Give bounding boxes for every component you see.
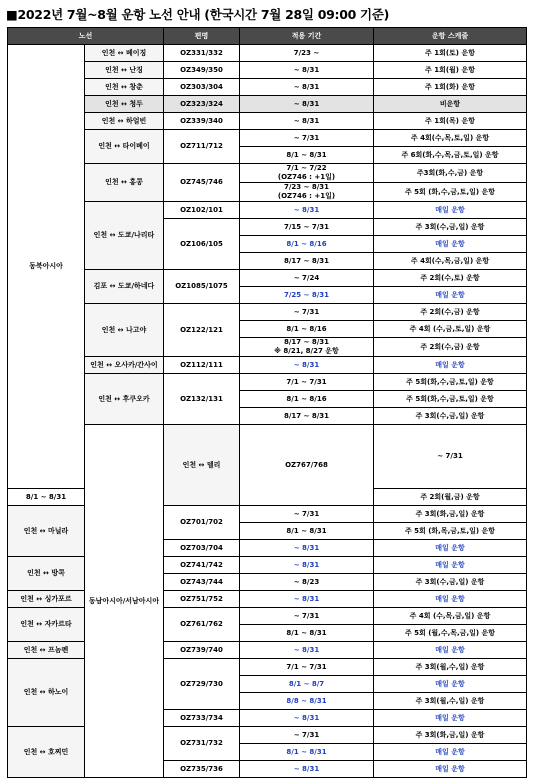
schedule: 주 4회(수,목,토,일) 운항 bbox=[374, 130, 527, 147]
period: 8/17 ~ 8/31 bbox=[240, 408, 374, 425]
schedule: 주 5회 (화,목,금,토,일) 운항 bbox=[374, 523, 527, 540]
period: ~ 7/31 bbox=[240, 304, 374, 321]
schedule: 주 5회 (월,수,목,금,일) 운항 bbox=[374, 625, 527, 642]
schedule: 매일 운항 bbox=[374, 287, 527, 304]
schedule: 매일 운항 bbox=[374, 761, 527, 778]
route-name: 인천 ↔ 타이베이 bbox=[85, 130, 164, 164]
period: ~ 8/31 bbox=[240, 591, 374, 608]
table-row bbox=[8, 374, 527, 391]
schedule: 매일 운항 bbox=[374, 557, 527, 574]
period: ~ 8/31 bbox=[240, 357, 374, 374]
route-name: 인천 ↔ 베이징 bbox=[85, 45, 164, 62]
schedule: 매일 운항 bbox=[374, 236, 527, 253]
route-name: 인천 ↔ 싱가포르 bbox=[8, 591, 85, 608]
period-note: ※ 8/21, 8/27 운항 bbox=[274, 347, 339, 355]
flight-number: OZ739/740 bbox=[164, 642, 240, 659]
flight-number: OZ303/304 bbox=[164, 79, 240, 96]
flight-number: OZ106/105 bbox=[164, 219, 240, 270]
flight-number: OZ731/732 bbox=[164, 727, 240, 761]
table-row bbox=[8, 304, 527, 321]
route-name: 인천 ↔ 도쿄/나리타 bbox=[85, 202, 164, 270]
schedule: 매일 운항 bbox=[374, 357, 527, 374]
flight-number: OZ735/736 bbox=[164, 761, 240, 778]
region-label: 동북아시아 bbox=[8, 45, 85, 489]
schedule: 주 3회(수,금,일) 운항 bbox=[374, 408, 527, 425]
table-row bbox=[8, 357, 527, 374]
period bbox=[240, 338, 374, 357]
period: ~ 7/24 bbox=[240, 270, 374, 287]
flight-number: OZ743/744 bbox=[164, 574, 240, 591]
schedule: 매일 운항 bbox=[374, 642, 527, 659]
flight-number: OZ112/111 bbox=[164, 357, 240, 374]
route-name: 인천 ↔ 델리 bbox=[164, 425, 240, 506]
period-note: (OZ746 : +1일) bbox=[277, 192, 336, 200]
period: ~ 7/31 bbox=[240, 727, 374, 744]
schedule: 주 6회(화,수,목,금,토,일) 운항 bbox=[374, 147, 527, 164]
schedule: 매일 운항 bbox=[374, 744, 527, 761]
region-label: 동남아시아/서남아시아 bbox=[85, 425, 164, 778]
schedule: 주 4회(수,목,금,일) 운항 bbox=[374, 253, 527, 270]
schedule: 주 1회(월) 운항 bbox=[374, 62, 527, 79]
schedule: 매일 운항 bbox=[374, 202, 527, 219]
period: ~ 8/23 bbox=[240, 574, 374, 591]
header-schedule: 운항 스케줄 bbox=[374, 28, 527, 45]
period-line: 8/17 ~ 8/31 bbox=[283, 338, 330, 346]
period: 8/1 ~ 8/16 bbox=[240, 236, 374, 253]
route-name: 인천 ↔ 창춘 bbox=[85, 79, 164, 96]
period: 8/1 ~ 8/7 bbox=[240, 676, 374, 693]
header-flight: 편명 bbox=[164, 28, 240, 45]
table-row bbox=[8, 45, 527, 62]
period: 7/1 ~ 7/31 bbox=[240, 374, 374, 391]
flight-number: OZ741/742 bbox=[164, 557, 240, 574]
flight-number: OZ323/324 bbox=[164, 96, 240, 113]
period: 8/1 ~ 8/31 bbox=[240, 625, 374, 642]
schedule: 주 3회(수,금,일) 운항 bbox=[374, 574, 527, 591]
period: ~ 7/31 bbox=[240, 130, 374, 147]
route-name: 인천 ↔ 나고야 bbox=[85, 304, 164, 357]
flight-number: OZ711/712 bbox=[164, 130, 240, 164]
route-name: 인천 ↔ 홍콩 bbox=[85, 164, 164, 202]
period: 7/15 ~ 7/31 bbox=[240, 219, 374, 236]
flight-number: OZ733/734 bbox=[164, 710, 240, 727]
table-row bbox=[8, 202, 527, 219]
route-name: 인천 ↔ 난징 bbox=[85, 62, 164, 79]
table-header-row bbox=[8, 28, 527, 45]
schedule: 주 5회(화,수,금,토,일) 운항 bbox=[374, 391, 527, 408]
flight-number: OZ349/350 bbox=[164, 62, 240, 79]
route-name: 인천 ↔ 호찌민 bbox=[8, 727, 85, 778]
period: 7/25 ~ 8/31 bbox=[240, 287, 374, 304]
period: 8/8 ~ 8/31 bbox=[240, 693, 374, 710]
route-name: 인천 ↔ 후쿠오카 bbox=[85, 374, 164, 425]
schedule: 주 2회(수,금) 운항 bbox=[374, 304, 527, 321]
schedule: 주 1회(화) 운항 bbox=[374, 79, 527, 96]
table-row bbox=[8, 425, 527, 489]
flight-number: OZ745/746 bbox=[164, 164, 240, 202]
flight-number: OZ729/730 bbox=[164, 659, 240, 710]
schedule: 주 5회(화,수,금,토,일) 운항 bbox=[374, 374, 527, 391]
schedule: 주 1회(목) 운항 bbox=[374, 113, 527, 130]
flight-number: OZ331/332 bbox=[164, 45, 240, 62]
period: ~ 8/31 bbox=[240, 79, 374, 96]
period-line: 7/1 ~ 7/22 bbox=[286, 164, 327, 172]
schedule: 주 4회 (수,목,금,일) 운항 bbox=[374, 608, 527, 625]
period: ~ 8/31 bbox=[240, 202, 374, 219]
period: ~ 7/31 bbox=[240, 506, 374, 523]
schedule: 주 2회(월,금) 운항 bbox=[374, 489, 527, 506]
schedule: 주3회(화,수,금) 운항 bbox=[374, 164, 527, 183]
table-row bbox=[8, 130, 527, 147]
period bbox=[240, 164, 374, 183]
schedule: 주 2회(수,토) 운항 bbox=[374, 270, 527, 287]
period-note: (OZ746 : +1일) bbox=[277, 173, 336, 181]
flight-number: OZ1085/1075 bbox=[164, 270, 240, 304]
flight-number: OZ701/702 bbox=[164, 506, 240, 540]
flight-number: OZ122/121 bbox=[164, 304, 240, 357]
period: ~ 8/31 bbox=[240, 96, 374, 113]
period: ~ 8/31 bbox=[240, 557, 374, 574]
period-line: 7/23 ~ 8/31 bbox=[283, 183, 330, 191]
flight-number: OZ703/704 bbox=[164, 540, 240, 557]
period: ~ 8/31 bbox=[240, 761, 374, 778]
route-name: 인천 ↔ 하얼빈 bbox=[85, 113, 164, 130]
route-name: 김포 ↔ 도쿄/하네다 bbox=[85, 270, 164, 304]
page-title: ■2022년 7월~8월 운항 노선 안내 (한국시간 7월 28일 09:00 기준) bbox=[6, 7, 390, 22]
route-name: 인천 ↔ 프놈펜 bbox=[8, 642, 85, 659]
header-period: 적용 기간 bbox=[240, 28, 374, 45]
schedule: 주 3회(수,금,일) 운항 bbox=[374, 219, 527, 236]
schedule: 매일 운항 bbox=[374, 710, 527, 727]
period: 7/1 ~ 7/31 bbox=[240, 659, 374, 676]
flight-number: OZ761/762 bbox=[164, 608, 240, 642]
period: 7/23 ~ bbox=[240, 45, 374, 62]
period: ~ 7/31 bbox=[240, 608, 374, 625]
table-row bbox=[8, 270, 527, 287]
schedule: 주 5회 (화,수,금,토,일) 운항 bbox=[374, 183, 527, 202]
table-row bbox=[8, 79, 527, 96]
schedule: 매일 운항 bbox=[374, 591, 527, 608]
period bbox=[240, 183, 374, 202]
header-route: 노선 bbox=[8, 28, 164, 45]
schedule: 주 3회(월,수,일) 운항 bbox=[374, 659, 527, 676]
table-row bbox=[8, 113, 527, 130]
route-name: 인천 ↔ 마닐라 bbox=[8, 506, 85, 557]
route-schedule-table bbox=[7, 27, 527, 778]
flight-number: OZ339/340 bbox=[164, 113, 240, 130]
schedule: 주 3회(화,금,일) 운항 bbox=[374, 727, 527, 744]
route-name: 인천 ↔ 방콕 bbox=[8, 557, 85, 591]
period: 8/1 ~ 8/31 bbox=[240, 523, 374, 540]
schedule: 주 3회(화,금,일) 운항 bbox=[374, 506, 527, 523]
period: 8/1 ~ 8/31 bbox=[240, 744, 374, 761]
period: ~ 8/31 bbox=[240, 113, 374, 130]
table-row bbox=[8, 62, 527, 79]
period: ~ 8/31 bbox=[240, 540, 374, 557]
route-name: 인천 ↔ 청두 bbox=[85, 96, 164, 113]
schedule: 비운항 bbox=[374, 96, 527, 113]
period: ~ 8/31 bbox=[240, 642, 374, 659]
table-row bbox=[8, 96, 527, 113]
route-name: 인천 ↔ 오사카/간사이 bbox=[85, 357, 164, 374]
flight-number: OZ102/101 bbox=[164, 202, 240, 219]
period: ~ 8/31 bbox=[240, 62, 374, 79]
period: 8/1 ~ 8/16 bbox=[240, 321, 374, 338]
period: 8/1 ~ 8/16 bbox=[240, 391, 374, 408]
schedule: 매일 운항 bbox=[374, 540, 527, 557]
route-name: 인천 ↔ 하노이 bbox=[8, 659, 85, 727]
table-row bbox=[8, 164, 527, 183]
schedule: 주 2회(수,금) 운항 bbox=[374, 338, 527, 357]
schedule: 매일 운항 bbox=[374, 676, 527, 693]
period: ~ 8/31 bbox=[240, 710, 374, 727]
schedule: 주 4회 (수,금,토,일) 운항 bbox=[374, 321, 527, 338]
flight-number: OZ751/752 bbox=[164, 591, 240, 608]
route-name: 인천 ↔ 자카르타 bbox=[8, 608, 85, 642]
period: ~ 7/31 bbox=[374, 425, 527, 489]
schedule: 주 1회(토) 운항 bbox=[374, 45, 527, 62]
flight-number: OZ767/768 bbox=[240, 425, 374, 506]
schedule: 주 3회(월,수,일) 운항 bbox=[374, 693, 527, 710]
period: 8/1 ~ 8/31 bbox=[240, 147, 374, 164]
period: 8/1 ~ 8/31 bbox=[8, 489, 85, 506]
flight-number: OZ132/131 bbox=[164, 374, 240, 425]
period: 8/17 ~ 8/31 bbox=[240, 253, 374, 270]
